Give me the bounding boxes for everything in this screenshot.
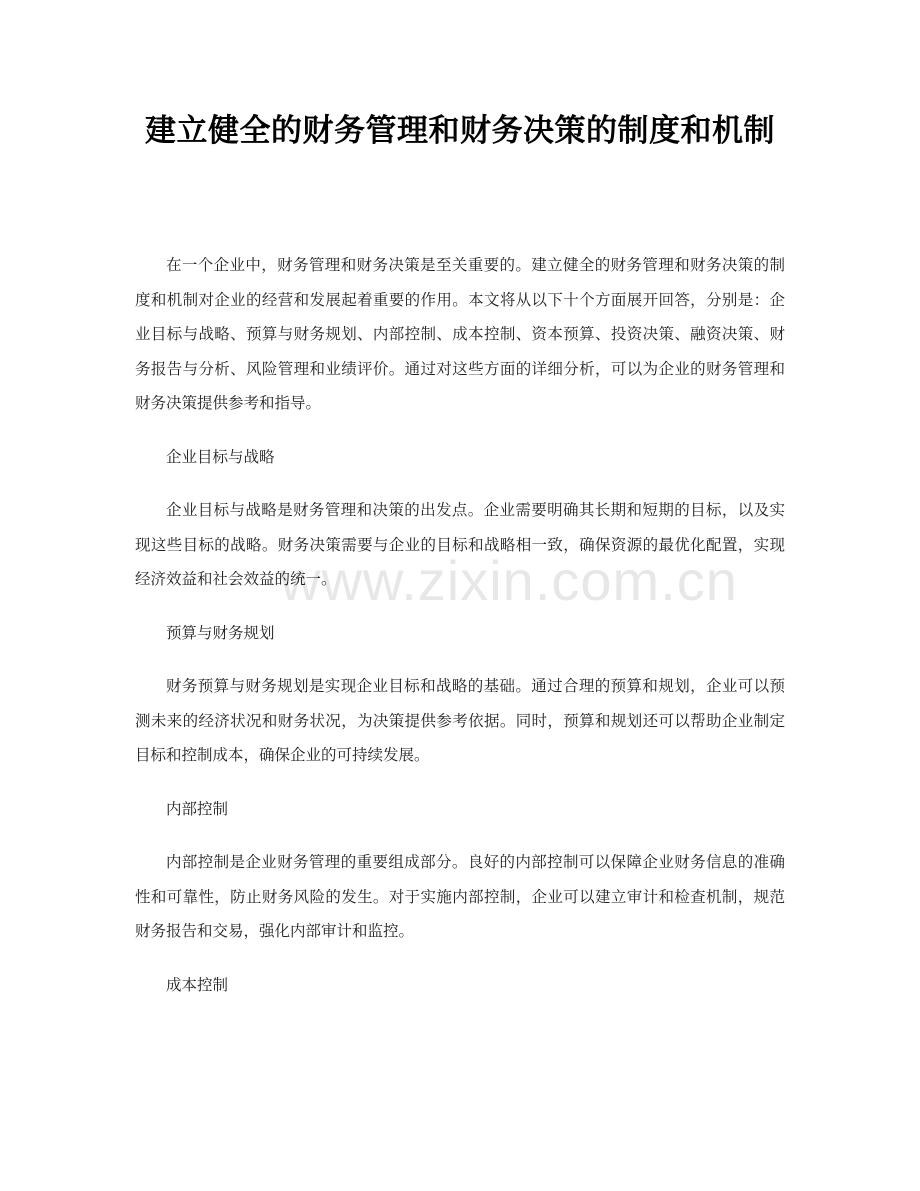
section-heading-cost-control: 成本控制 [166,975,229,994]
watermark: www.zixin.com.cn [280,549,738,612]
intro-paragraph: 在一个企业中，财务管理和财务决策是至关重要的。建立健全的财务管理和财务决策的制度和机制对企业的经营和发展起着重要的作用。本文将从以下十个方面展开回答，分别是：企业目标与战略、预算与财务规划、内部控制、成本控制、资本预算、投资决策、融资决策、财务报告与分析、风险管理和业绩评价。通过对这些方面的详细分析，可以为企业的财务管理和财务决策提供参考和指导。 [135,256,785,412]
internal-control-paragraph: 内部控制是企业财务管理的重要组成部分。良好的内部控制可以保障企业财务信息的准确性和可靠性，防止财务风险的发生。对于实施内部控制，企业可以建立审计和检查机制，规范财务报告和交易，强化内部审计和监控。 [135,853,785,940]
section-heading-goals-strategy: 企业目标与战略 [166,447,275,466]
section-heading-budget-planning: 预算与财务规划 [166,623,275,642]
document-body [135,248,785,1021]
budget-planning-paragraph: 财务预算与财务规划是实现企业目标和战略的基础。通过合理的预算和规划，企业可以预测未来的经济状况和财务状况，为决策提供参考依据。同时，预算和规划还可以帮助企业制定目标和控制成本，确保企业的可持续发展。 [135,677,785,764]
document-title: 建立健全的财务管理和财务决策的制度和机制 [145,113,775,149]
goals-strategy-paragraph: 企业目标与战略是财务管理和决策的出发点。企业需要明确其长期和短期的目标，以及实现这些目标的战略。财务决策需要与企业的目标和战略相一致，确保资源的最优化配置，实现经济效益和社会效益的统一。 [135,501,785,588]
section-heading-internal-control: 内部控制 [166,799,229,818]
